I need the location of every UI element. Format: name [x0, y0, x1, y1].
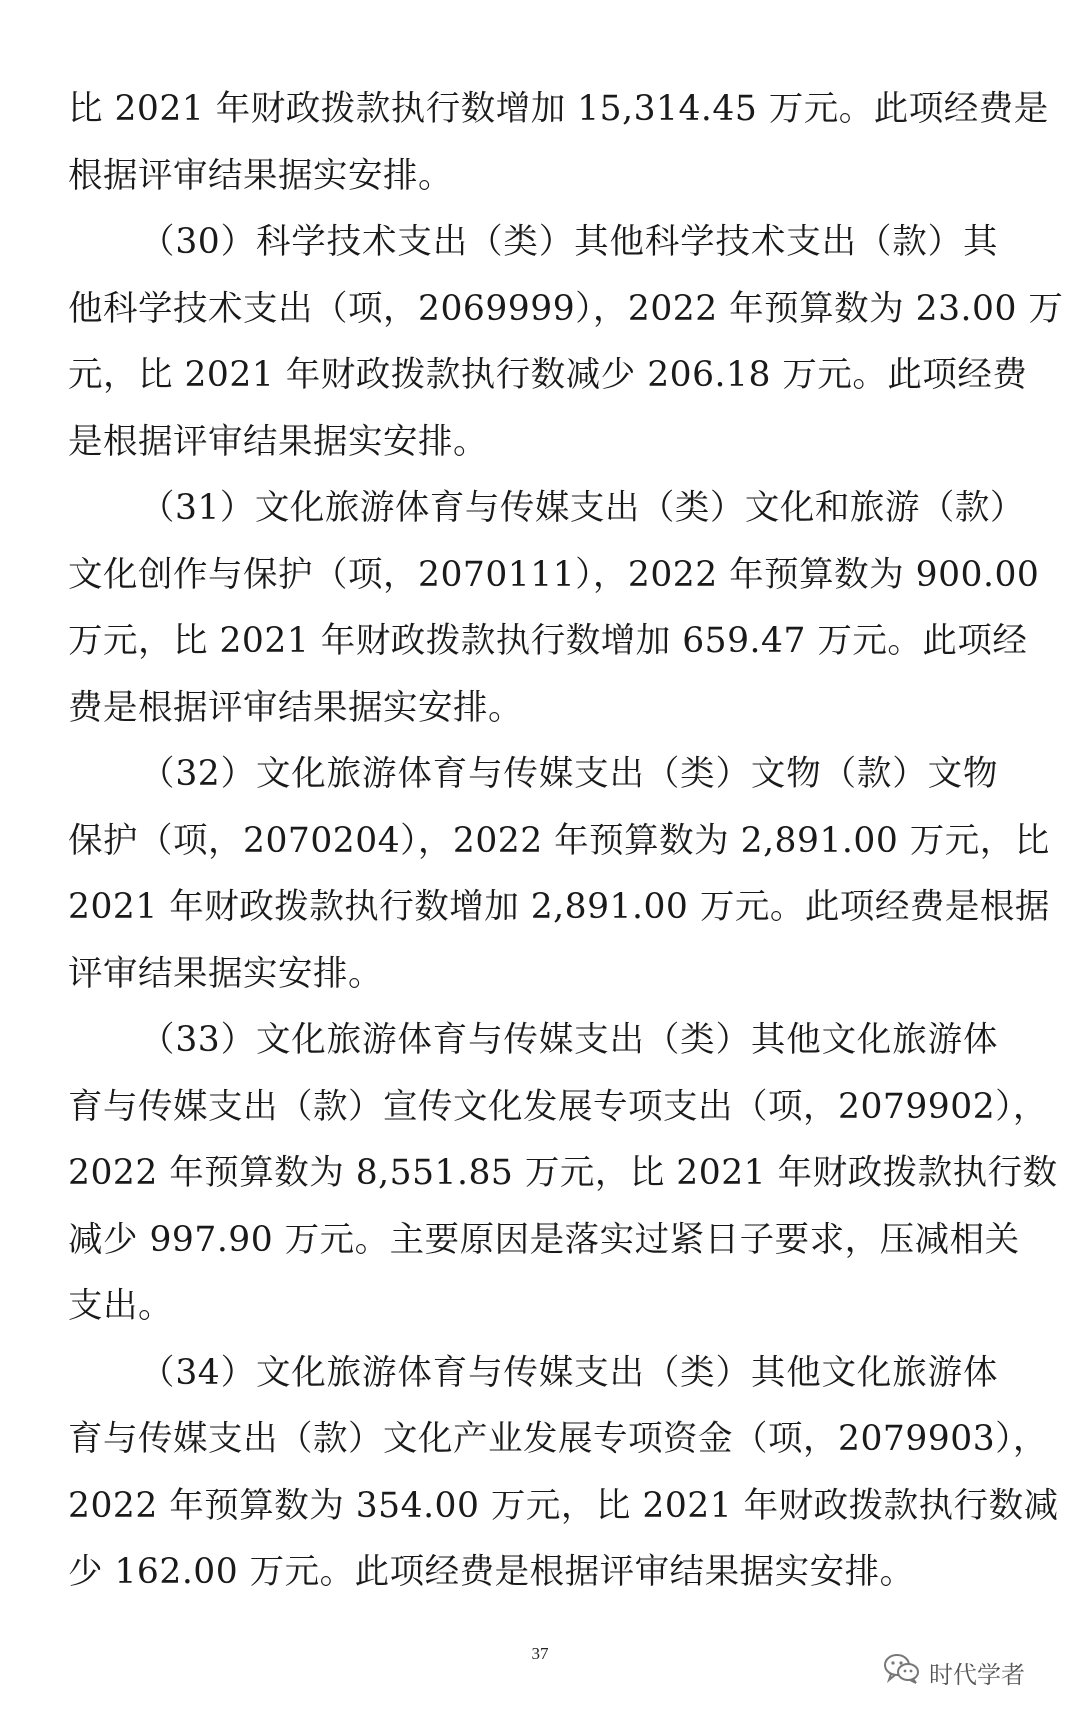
text-line: 2022 年预算数为 8,551.85 万元，比 2021 年财政拨款执行数	[68, 1153, 1058, 1193]
watermark-text: 时代学者	[929, 1660, 1025, 1689]
text-line: 支出。	[68, 1286, 173, 1326]
paragraph	[68, 1340, 1059, 1606]
text-line: 根据评审结果据实安排。	[68, 155, 453, 196]
paragraph	[68, 741, 1050, 1007]
wechat-icon	[883, 1652, 921, 1692]
paragraph	[68, 475, 1040, 741]
text-line: 万元，比 2021 年财政拨款执行数增加 659.47 万元。此项经	[68, 621, 1028, 661]
document-body	[68, 76, 1064, 1606]
text-line: （31）文化旅游体育与传媒支出（类）文化和旅游（款）	[140, 488, 1025, 528]
text-line: （30）科学技术支出（类）其他科学技术支出（款）其	[140, 222, 998, 262]
text-line: 比 2021 年财政拨款执行数增加 15,314.45 万元。此项经费是	[68, 89, 1049, 129]
text-line: 评审结果据实安排。	[68, 953, 383, 994]
page-number: 37	[531, 1644, 549, 1663]
paragraph	[68, 76, 1049, 209]
text-line: 是根据评审结果据实安排。	[68, 421, 488, 462]
text-line: 少 162.00 万元。此项经费是根据评审结果据实安排。	[68, 1552, 915, 1592]
text-line: （32）文化旅游体育与传媒支出（类）文物（款）文物	[140, 754, 998, 794]
text-line: 费是根据评审结果据实安排。	[68, 687, 523, 728]
watermark	[883, 1652, 1025, 1692]
text-line: 保护（项，2070204），2022 年预算数为 2,891.00 万元，比	[68, 820, 1050, 861]
text-line: 育与传媒支出（款）宣传文化发展专项支出（项，2079902），	[68, 1086, 1048, 1127]
paragraph	[68, 209, 1064, 475]
paragraph	[68, 1007, 1058, 1340]
text-line: 元，比 2021 年财政拨款执行数减少 206.18 万元。此项经费	[68, 355, 1028, 395]
text-line: 2021 年财政拨款执行数增加 2,891.00 万元。此项经费是根据	[68, 887, 1050, 927]
text-line: 2022 年预算数为 354.00 万元，比 2021 年财政拨款执行数减	[68, 1485, 1059, 1526]
text-line: （33）文化旅游体育与传媒支出（类）其他文化旅游体	[140, 1020, 998, 1060]
text-line: 育与传媒支出（款）文化产业发展专项资金（项，2079903），	[68, 1419, 1048, 1459]
text-line: 他科学技术支出（项，2069999），2022 年预算数为 23.00 万	[68, 288, 1064, 329]
text-line: （34）文化旅游体育与传媒支出（类）其他文化旅游体	[140, 1352, 998, 1393]
text-line: 文化创作与保护（项，2070111），2022 年预算数为 900.00	[68, 554, 1040, 595]
text-line: 减少 997.90 万元。主要原因是落实过紧日子要求，压减相关	[68, 1219, 1020, 1260]
